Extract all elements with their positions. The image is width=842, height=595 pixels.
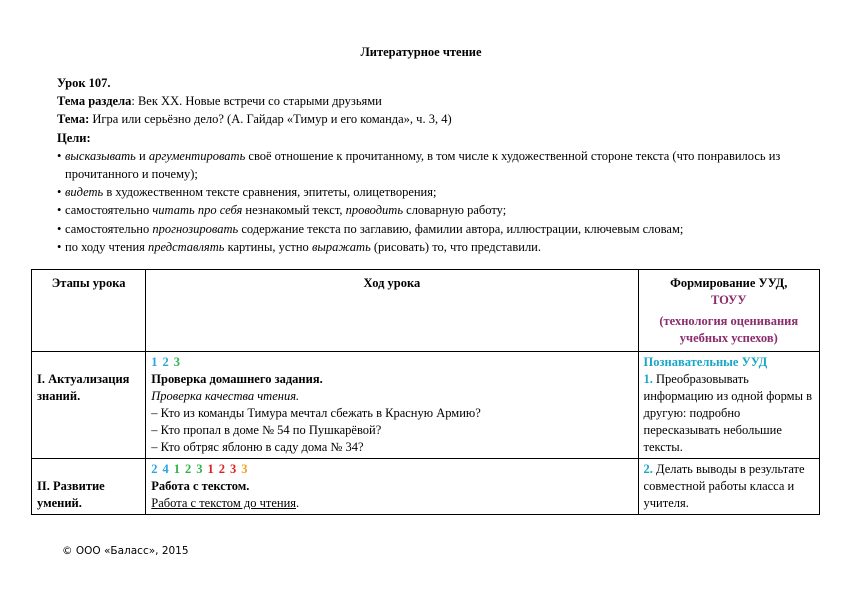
- task-subheading: [151, 495, 632, 512]
- topic-line: [57, 110, 797, 128]
- header-stages: Этапы урока: [32, 270, 146, 352]
- bullet-icon: •: [57, 221, 62, 236]
- bullet-icon: •: [57, 148, 62, 163]
- goals-label: Цели:: [57, 130, 91, 145]
- goal-fragment: в художественном тексте сравнения, эпитеты, олицетворения;: [103, 185, 437, 200]
- section-line: [57, 92, 797, 110]
- uud-description: Преобразовывать информацию из одной формы в другую: подробно пересказывать небольшие тексты.: [643, 372, 813, 454]
- goal-keyword: аргументировать: [148, 148, 246, 163]
- goal-fragment: своё отношение к прочитанному, в том числе к художественной стороне текста (что понравилось из прочитанного и почему);: [65, 148, 781, 182]
- task-sub-underlined: Работа с текстом до чтения: [151, 496, 297, 510]
- goal-item: [57, 201, 797, 219]
- number-code: 1: [173, 462, 181, 476]
- task-sub-tail: .: [296, 496, 300, 510]
- page-title: Литературное чтение: [360, 45, 482, 59]
- goal-fragment: по ходу чтения: [65, 239, 149, 254]
- uud-text: [644, 371, 814, 456]
- goal-keyword: выражать: [311, 239, 371, 254]
- task-heading: Проверка домашнего задания.: [151, 372, 323, 386]
- header-touu: ТОУУ: [710, 293, 747, 307]
- bullet-icon: •: [57, 185, 62, 200]
- goal-fragment: картины, устно: [224, 239, 312, 254]
- goal-keyword: проводить: [345, 203, 404, 218]
- section-label: Тема раздела: [57, 94, 132, 109]
- course-cell: [146, 352, 638, 459]
- uud-text: [644, 461, 814, 512]
- question-line: – Кто из команды Тимура мечтал сбежать в Красную Армию?: [151, 406, 481, 420]
- goal-item: [57, 238, 797, 256]
- question-line: – Кто обтряс яблоню в саду дома № 34?: [151, 440, 364, 454]
- course-cell: [146, 459, 638, 515]
- goal-fragment: содержание текста по заглавию, фамилии автора, иллюстрации, ключевым словам;: [238, 221, 684, 236]
- uud-description: Делать выводы в результате совместной работы класса и учителя.: [643, 462, 805, 510]
- question-line: – Кто пропал в доме № 54 по Пушкарёвой?: [151, 423, 382, 437]
- bullet-icon: •: [57, 239, 62, 254]
- goal-keyword: высказывать: [65, 148, 136, 163]
- goal-fragment: словарную работу;: [403, 203, 507, 218]
- number-code: 4: [162, 462, 169, 476]
- goal-fragment: (рисовать) то, что представили.: [370, 239, 541, 254]
- header-tech: (технология оценивания учебных успехов): [659, 314, 799, 345]
- goal-text: [65, 238, 797, 256]
- lesson-table: [31, 269, 820, 515]
- goal-fragment: незнакомый текст,: [242, 203, 346, 218]
- table-row: [32, 459, 820, 515]
- goal-text: [65, 147, 797, 183]
- number-code: 2: [151, 462, 158, 476]
- number-codes: [151, 461, 632, 478]
- uud-cell: [638, 352, 819, 459]
- topic-value: Игра или серьёзно дело? (А. Гайдар «Тимур и его команда», ч. 3, 4): [89, 112, 452, 127]
- stage-cell: II. Развитие умений.: [32, 459, 146, 515]
- task-subheading: Проверка качества чтения.: [151, 389, 300, 403]
- number-code: 2: [162, 355, 169, 369]
- number-code: 3: [241, 462, 248, 476]
- goal-item: [57, 220, 797, 238]
- number-code: 2: [185, 462, 192, 476]
- goal-fragment: самостоятельно: [65, 221, 153, 236]
- goal-item: [57, 183, 797, 201]
- table-header-row: [32, 270, 820, 352]
- goal-keyword: представлять: [148, 239, 225, 254]
- header-uud-title: Формирование УУД,: [670, 276, 788, 290]
- number-code: 3: [173, 355, 181, 369]
- copyright-footer: © ООО «Баласс», 2015: [62, 545, 189, 557]
- number-code: 1: [207, 462, 214, 476]
- stage-cell: I. Актуализация знаний.: [32, 352, 146, 459]
- bullet-icon: •: [57, 203, 62, 218]
- table-row: [32, 352, 820, 459]
- uud-heading: Познавательные УУД: [643, 355, 768, 369]
- section-value: : Век XX. Новые встречи со старыми друзьями: [131, 94, 382, 109]
- goal-text: [65, 201, 797, 219]
- number-codes: [151, 354, 632, 371]
- goal-fragment: и: [135, 148, 149, 163]
- goal-item: [57, 147, 797, 183]
- goal-text: [65, 220, 797, 238]
- topic-label: Тема:: [57, 112, 90, 127]
- header-course: Ход урока: [146, 270, 638, 352]
- lesson-header: [57, 74, 797, 256]
- number-code: 2: [218, 462, 226, 476]
- number-code: 1: [151, 355, 158, 369]
- lesson-number: Урок 107.: [57, 76, 111, 90]
- uud-number: 1.: [643, 372, 653, 386]
- number-code: 3: [196, 462, 203, 476]
- goal-text: [65, 183, 797, 201]
- number-code: 3: [230, 462, 237, 476]
- uud-number: 2.: [643, 462, 653, 476]
- goal-keyword: читать про себя: [152, 203, 243, 218]
- task-heading: Работа с текстом.: [151, 479, 250, 493]
- goal-keyword: видеть: [65, 185, 104, 200]
- goal-fragment: самостоятельно: [65, 203, 153, 218]
- goal-keyword: прогнозировать: [152, 221, 239, 236]
- uud-cell: [638, 459, 819, 515]
- header-uud: [638, 270, 819, 352]
